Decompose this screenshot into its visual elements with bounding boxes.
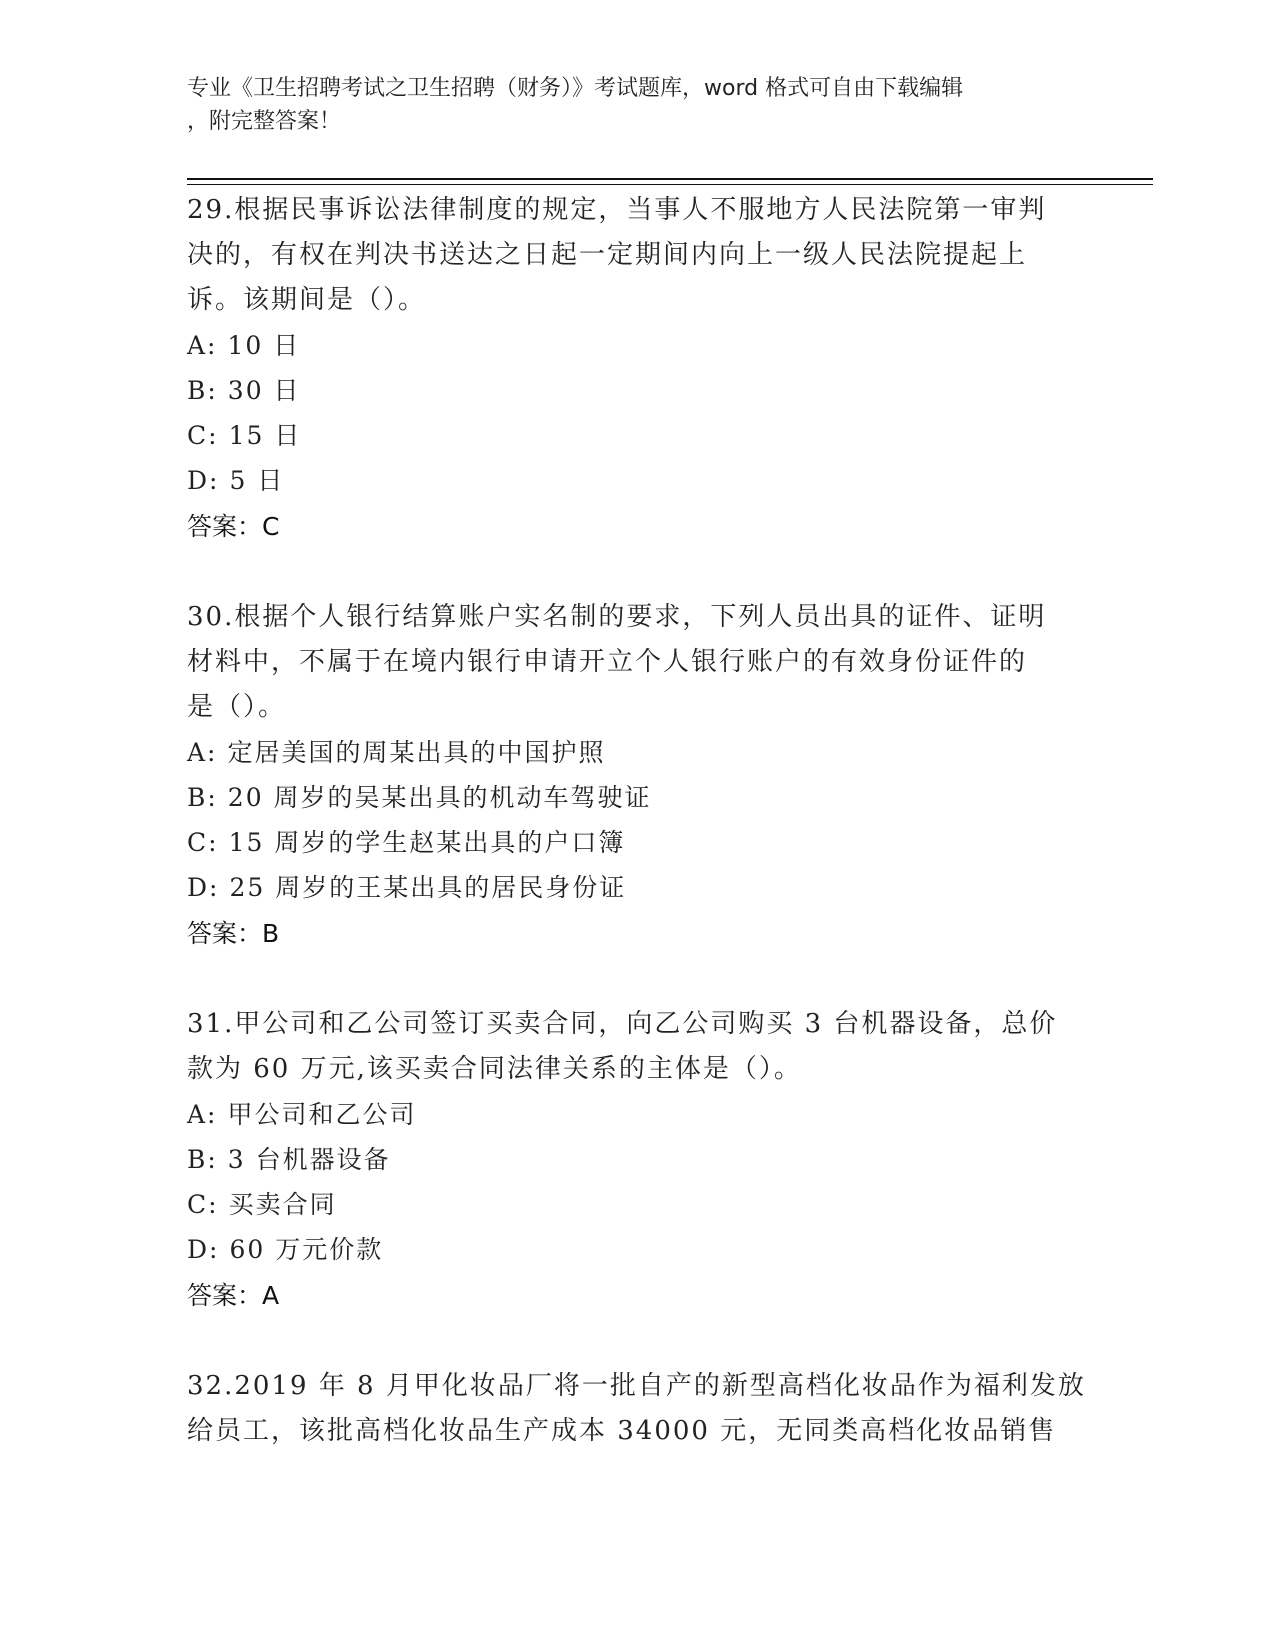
header-line-2: ，附完整答案！	[187, 109, 342, 134]
option-label: B:	[187, 1145, 218, 1174]
question-text-line: 29.根据民事诉讼法律制度的规定，当事人不服地方人民法院第一审判	[187, 195, 1047, 225]
question-text-line: 诉。该期间是（）。	[187, 285, 427, 315]
answer-line: 答案：B	[187, 919, 280, 948]
option-c	[187, 820, 1087, 865]
option-d	[187, 1227, 1087, 1272]
option-label: A:	[187, 331, 218, 360]
option-label: B:	[187, 376, 218, 405]
option-label: A:	[187, 1100, 218, 1129]
option-a	[187, 323, 1087, 368]
question-text-line: 是（）。	[187, 692, 287, 722]
question-text-line: 材料中，不属于在境内银行申请开立个人银行账户的有效身份证件的	[187, 647, 1028, 677]
header-rule-thick	[187, 178, 1153, 180]
option-a	[187, 730, 1087, 775]
option-text: 20 周岁的吴某出具的机动车驾驶证	[227, 783, 652, 812]
option-d	[187, 458, 1087, 503]
option-label: C:	[187, 828, 219, 857]
option-text: 定居美国的周某出具的中国护照	[227, 738, 606, 767]
question-31	[187, 1002, 1087, 1319]
option-text: 5 日	[229, 466, 285, 495]
option-text: 30 日	[227, 376, 301, 405]
option-text: 10 日	[227, 331, 301, 360]
question-text-line: 款为 60 万元,该买卖合同法律关系的主体是（）。	[187, 1054, 802, 1084]
option-b	[187, 368, 1087, 413]
option-label: A:	[187, 738, 218, 767]
option-c	[187, 1182, 1087, 1227]
option-b	[187, 1137, 1087, 1182]
question-text-line: 决的，有权在判决书送达之日起一定期间内向上一级人民法院提起上	[187, 240, 1028, 270]
question-29	[187, 188, 1087, 550]
option-label: B:	[187, 783, 218, 812]
option-text: 60 万元价款	[229, 1235, 384, 1264]
option-b	[187, 775, 1087, 820]
option-text: 3 台机器设备	[227, 1145, 391, 1174]
answer-line: 答案：A	[187, 1281, 280, 1310]
question-text-line: 30.根据个人银行结算账户实名制的要求，下列人员出具的证件、证明	[187, 602, 1047, 632]
question-32	[187, 1364, 1087, 1454]
answer-line: 答案：C	[187, 512, 280, 541]
option-text: 买卖合同	[228, 1190, 337, 1219]
option-label: C:	[187, 421, 219, 450]
option-text: 25 周岁的王某出具的居民身份证	[229, 873, 627, 902]
question-gap	[187, 550, 1087, 595]
question-gap	[187, 1319, 1087, 1364]
document-header	[187, 72, 1067, 138]
question-text-line: 给员工，该批高档化妆品生产成本 34000 元，无同类高档化妆品销售	[187, 1416, 1057, 1446]
question-list	[187, 188, 1087, 1454]
question-30	[187, 595, 1087, 957]
option-a	[187, 1092, 1087, 1137]
option-d	[187, 865, 1087, 910]
question-text-line: 31.甲公司和乙公司签订买卖合同，向乙公司购买 3 台机器设备，总价	[187, 1009, 1058, 1039]
question-text-line: 32.2019 年 8 月甲化妆品厂将一批自产的新型高档化妆品作为福利发放	[187, 1371, 1086, 1401]
question-gap	[187, 957, 1087, 1002]
option-c	[187, 413, 1087, 458]
option-text: 15 日	[228, 421, 302, 450]
option-text: 甲公司和乙公司	[227, 1100, 417, 1129]
header-rule-thin	[187, 184, 1153, 185]
option-label: C:	[187, 1190, 219, 1219]
option-label: D:	[187, 873, 220, 902]
option-text: 15 周岁的学生赵某出具的户口簿	[228, 828, 626, 857]
option-label: D:	[187, 1235, 220, 1264]
header-line-1: 专业《卫生招聘考试之卫生招聘（财务）》考试题库，word 格式可自由下载编辑	[187, 76, 964, 101]
option-label: D:	[187, 466, 220, 495]
